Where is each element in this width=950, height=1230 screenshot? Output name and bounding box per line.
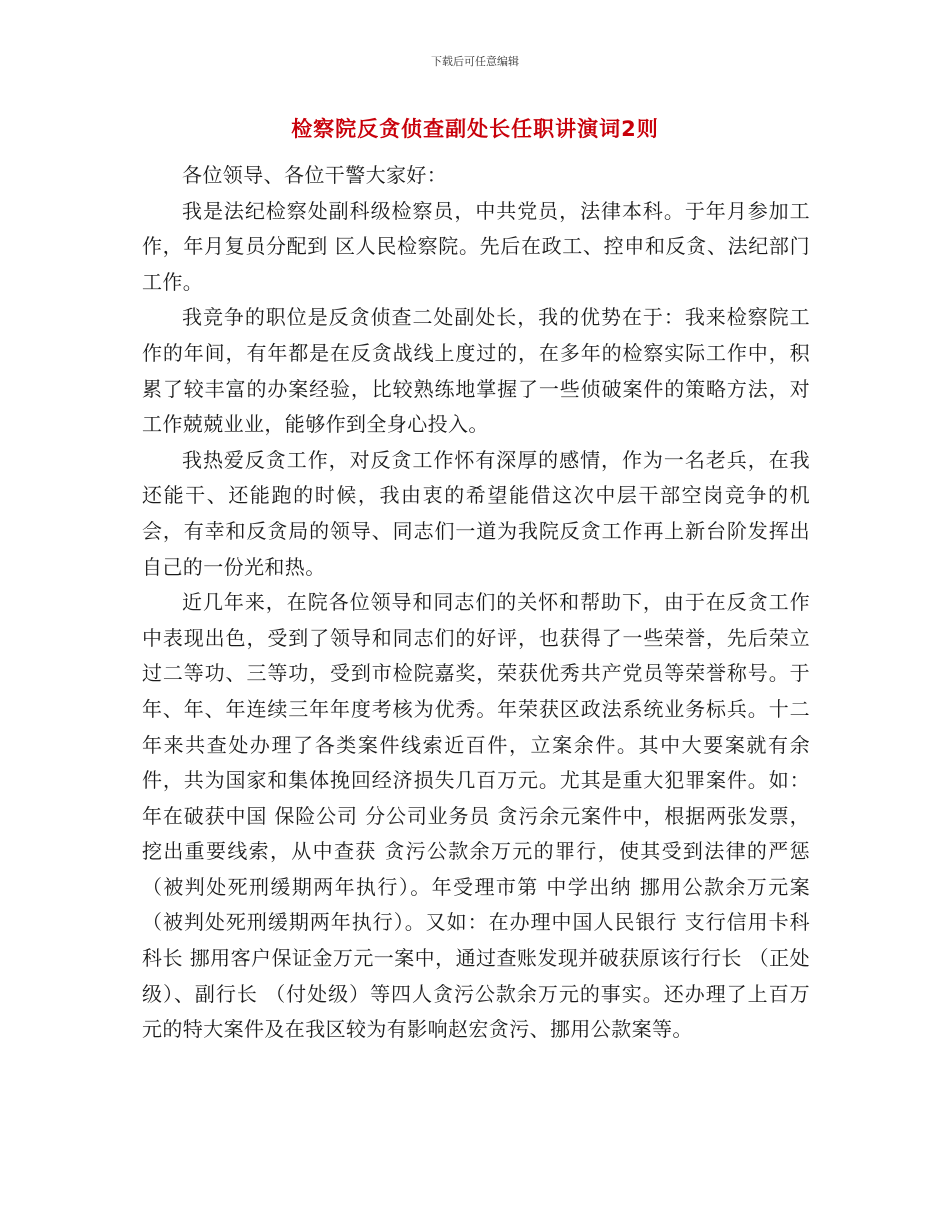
document-title: 检察院反贪侦查副处长任职讲演词2则 (291, 117, 659, 141)
paragraph-motivation: 我热爱反贪工作，对反贪工作怀有深厚的感情，作为一名老兵，在我还能干、还能跑的时候，我由衷的希望能借这次中层干部空岗竞争的机会，有幸和反贪局的领导、同志们一道为我院反贪工作再上新台阶发挥出自己的一份光和热。 (142, 447, 810, 579)
paragraph-background: 我是法纪检察处副科级检察员，中共党员，法律本科。于年月参加工作，年月复员分配到 区人民检察院。先后在政工、控申和反贪、法纪部门工作。 (142, 198, 810, 294)
page-header-note: 下载后可任意编辑 (431, 55, 519, 68)
greeting-line: 各位领导、各位干警大家好： (182, 163, 448, 187)
paragraph-achievements: 近几年来，在院各位领导和同志们的关怀和帮助下，由于在反贪工作中表现出色，受到了领导和同志们的好评，也获得了一些荣誉，先后荣立过二等功、三等功，受到市检院嘉奖，荣获优秀共产党员等荣誉称号。于年、年、年连续三年年度考核为优秀。年荣获区政法系统业务标兵。十二年来共查处办理了各类案件线索近百件，立案余件。其中大要案就有余件，共为国家和集体挽回经济损失几百万元。尤其是重大犯罪案件。如：年在破获中国 保险公司 分公司业务员 贪污余元案件中，根据两张发票，挖出重要线索，从中查获 贪污公款余万元的罪行，使其受到法律的严惩（被判处死刑缓期两年执行）。年受理市第 中学出纳 挪用公款余万元案（被判处死刑缓期两年执行）。又如：在办理中国人民银行 支行信用卡科科长 挪用客户保证金万元一案中，通过查账发现并破获原该行行长 （正处级）、副行长 （付处级）等四人贪污公款余万元的事实。还办理了上百万元的特大案件及在我区较为有影响赵宏贪污、挪用公款案等。 (142, 590, 810, 1042)
paragraph-advantages: 我竞争的职位是反贪侦查二处副处长，我的优势在于：我来检察院工作的年间，有年都是在反贪战线上度过的，在多年的检察实际工作中，积累了较丰富的办案经验，比较熟练地掌握了一些侦破案件的策略方法，对工作兢兢业业，能够作到全身心投入。 (142, 305, 810, 437)
document-body (142, 158, 810, 1048)
